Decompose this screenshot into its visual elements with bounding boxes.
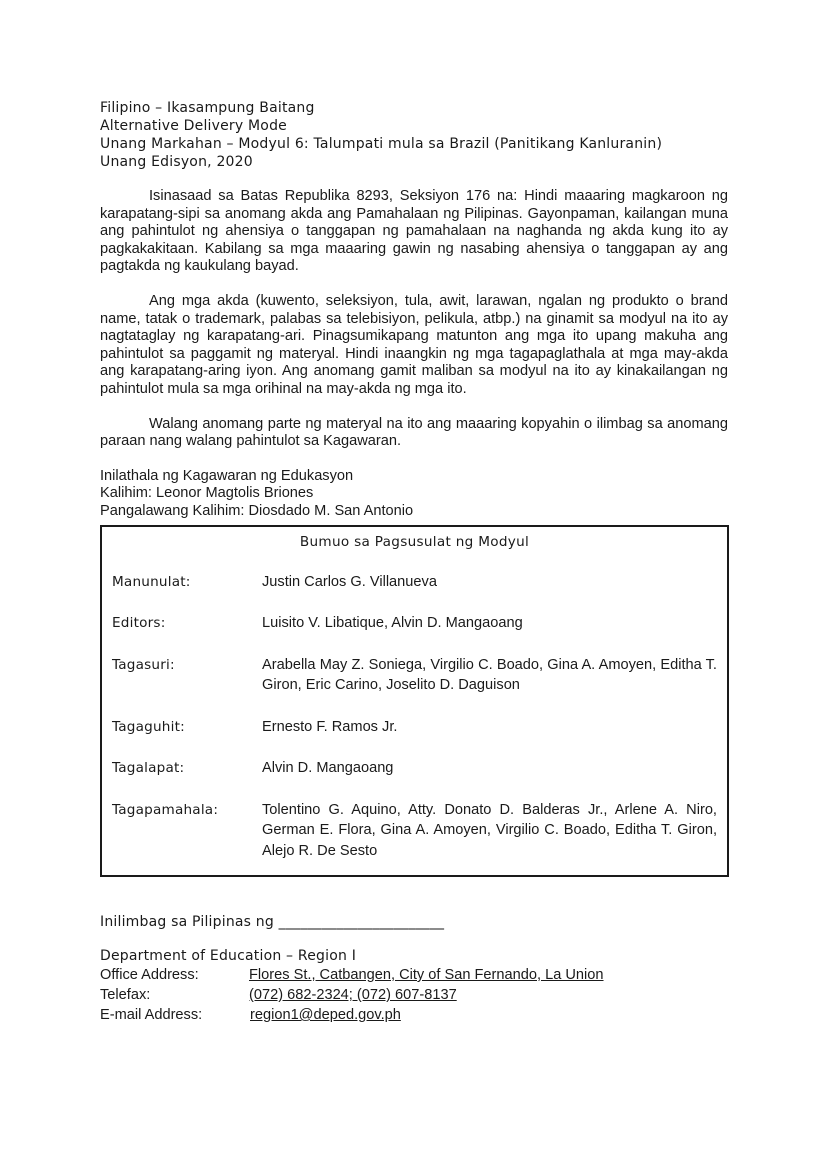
email-label: E-mail Address: [100, 1007, 203, 1023]
team-role-label: Tagasuri: [112, 656, 175, 673]
team-row-writer [112, 572, 717, 593]
email-row [100, 1005, 728, 1025]
copyright-paragraph-2: Ang mga akda (kuwento, seleksiyon, tula, awit, larawan, ngalan ng produkto o brand name, tatak o trademark, palabas sa telebisiyon, pelikula, atbp.) na ginamit sa modyul na ito ay nagtataglay ng karapatang-ari. Pinagsumikapang matunton ang mga ito upang makuha ang pahintulot sa paggamit ng materyal. Hindi inaangkin ng mga tagapaglathala at mga may-akda ang karapatang-aring iyon. Ang anomang gamit maliban sa modyul na ito ay kinakailangan ng pahintulot mula sa mga orihinal na may-akda ng mga ito. [100, 292, 728, 397]
module-team-box [100, 525, 729, 878]
publisher-line: Inilathala ng Kagawaran ng Edukasyon [100, 467, 354, 484]
office-address-row [100, 965, 728, 985]
copyright-paragraph-3: Walang anomang parte ng materyal na ito ang maaaring kopyahin o ilimbag sa anomang paraan nang walang pahintulot sa Kagawaran. [100, 415, 728, 450]
department-region: Department of Education – Region I [100, 948, 357, 964]
copyright-page [100, 99, 728, 1025]
printed-in-line: Inilimbag sa Pilipinas ng _______________________ [100, 914, 445, 930]
team-members: Ernesto F. Ramos Jr. [262, 718, 398, 735]
header-module-title: Unang Markahan – Modyul 6: Talumpati mula sa Brazil (Panitikang Kanluranin) [100, 136, 663, 152]
header-delivery-mode: Alternative Delivery Mode [100, 118, 287, 134]
team-role-label: Tagaguhit: [112, 718, 185, 735]
email-link[interactable]: region1@deped.gov.ph [250, 1007, 401, 1023]
team-members: Alvin D. Mangaoang [262, 760, 394, 776]
team-members: Justin Carlos G. Villanueva [262, 573, 437, 590]
team-role-label: Tagapamahala: [112, 801, 219, 818]
team-members: Tolentino G. Aquino, Atty. Donato D. Balderas Jr., Arlene A. Niro, German E. Flora, Gina A. Amoyen, Virgilio C. Boado, Editha T. Giron, Alejo R. De Sesto [262, 801, 717, 859]
team-row-editors [112, 613, 717, 634]
telefax-row [100, 985, 728, 1005]
telefax-value: (072) 682-2324; (072) 607-8137 [249, 987, 457, 1003]
team-row-illustrator [112, 717, 717, 738]
publisher-info [100, 468, 728, 521]
team-role-label: Tagalapat: [112, 760, 185, 776]
undersecretary-line: Pangalawang Kalihim: Diosdado M. San Antonio [100, 502, 414, 519]
header-edition: Unang Edisyon, 2020 [100, 154, 253, 170]
telefax-label: Telefax: [100, 987, 151, 1003]
team-role-label: Manunulat: [112, 573, 191, 590]
team-members: Luisito V. Libatique, Alvin D. Mangaoang [262, 615, 523, 631]
office-address-value: Flores St., Catbangen, City of San Fernando, La Union [249, 967, 604, 983]
module-team-title: Bumuo sa Pagsusulat ng Modyul [299, 533, 530, 550]
secretary-line: Kalihim: Leonor Magtolis Briones [100, 485, 314, 502]
office-address-label: Office Address: [100, 967, 199, 983]
team-row-management [112, 800, 717, 862]
team-row-layout [112, 758, 717, 779]
header-subject-grade: Filipino – Ikasampung Baitang [100, 100, 315, 116]
team-members: Arabella May Z. Soniega, Virgilio C. Boado, Gina A. Amoyen, Editha T. Giron, Eric Carino, Joselito D. Daguison [262, 656, 717, 693]
copyright-paragraph-1: Isinasaad sa Batas Republika 8293, Seksiyon 176 na: Hindi maaaring magkaroon ng karapatang-sipi sa anomang akda ang Pamahalaan ng Pilipinas. Gayonpaman, kailangan muna ang pahintulot ng ahensiya o tanggapan ng pamahalaan na naghanda ng akda kung ito ay pagkakakitaan. Kabilang sa mga maaaring gawin ng nasabing ahensiya o tanggapan ay ang pagtakda ng kaukulang bayad. [100, 188, 728, 275]
team-role-label: Editors: [112, 615, 166, 631]
team-row-reviewers [112, 655, 717, 696]
document-header [100, 99, 728, 171]
